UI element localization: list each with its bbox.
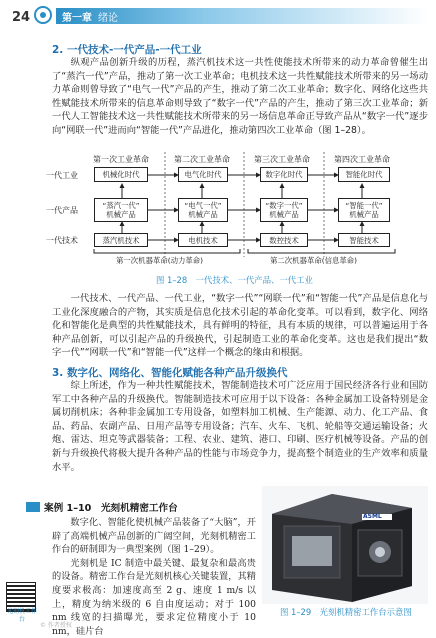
column-header: 第二次工业革命 xyxy=(174,155,230,164)
diagram-box: 智能技术 xyxy=(338,233,390,247)
diagram-box: “蒸汽一代” 机械产品 xyxy=(94,198,148,222)
diagram-box: “智能一代” 机械产品 xyxy=(338,198,390,222)
column-header: 第四次工业革命 xyxy=(334,155,390,164)
diagram-box: 机械化时代 xyxy=(94,167,148,182)
row-label: 一代产品 xyxy=(46,206,78,215)
row-label: 一代工业 xyxy=(46,171,78,180)
machine-brand-label: ASML xyxy=(363,513,382,520)
column-header: 第三次工业革命 xyxy=(254,155,310,164)
section-3-body: 综上所述，作为一种共性赋能技术，智能制造技术可广泛应用于国民经济各行业和国防军工中各种产品的升级换代。智能制造技术可应用于以下设备：各种金属加工设备特别是金属切削机床；各种非金属加工专用设备，如塑料加工机械、生产能源、动力、化工产品、食品、药品、农副产品、日用产品等专用设备；汽车、火车、飞机、轮船等交通运输设备；火炮、雷达、坦克等武器装备；工程、农业、建筑、港口、印刷、医疗机械等设备。产品的创新与升级换代将极大提升各种产品的性能与市场竞争力，提高整个制造业的生产效率和质量水平。 xyxy=(52,380,428,473)
diagram-box: 蒸汽机技术 xyxy=(94,233,148,247)
qr-code-label: 光刻机工作台 xyxy=(6,608,37,623)
diagram-box: 数控技术 xyxy=(260,233,308,247)
chapter-label: 第一章 xyxy=(62,13,92,24)
diagram-box: 电气化时代 xyxy=(178,167,228,182)
row-label: 一代技术 xyxy=(46,236,78,245)
column-header: 第一次工业革命 xyxy=(93,155,149,164)
diagram-box: 数字化时代 xyxy=(260,167,308,182)
diagram-box: 电机技术 xyxy=(178,233,228,247)
section-2-heading: 2. 一代技术-一代产品-一代工业 xyxy=(52,44,202,56)
figure-1-28 xyxy=(46,152,430,272)
bracket-label-left: 第一次机器革命(动力革命) xyxy=(116,256,204,265)
diagram-box: “电气一代” 机械产品 xyxy=(178,198,228,222)
case-title: 案例 1–10 光刻机精密工作台 xyxy=(44,503,178,514)
bracket-label-right: 第二次机器革命(信息革命) xyxy=(270,256,358,265)
diagram-box: “数字一代” 机械产品 xyxy=(260,198,308,222)
section-3-heading: 3. 数字化、网络化、智能化赋能各种产品升级换代 xyxy=(52,367,288,379)
watermark: © 作者授权 xyxy=(40,622,72,629)
case-body: 数字化、智能化使机械产品装备了“大脑”，开辟了高端机械产品创新的广阔空间，光刻机精密工作台的研制即为一典型案例（图 1–29）。 光刻机是 IC 制造中最关键、最复杂和最高贵的设备。精密工作台是光刻机核心关键装置，其精度要求极高：加速度高至 2 g、速度 1 m/s 以上，精度为纳米级的 6 自由度运动；对于 100 nm 线宽的扫描曝光，要求定位精度小于 10 nm，硅片台 xyxy=(52,517,256,637)
lithography-machine-illustration xyxy=(262,486,428,604)
diagram-box: 智能化时代 xyxy=(338,167,390,182)
figure-1-29-caption: 图 1–29 光刻机精密工作台示意图 xyxy=(280,607,412,617)
paragraph-2: 一代技术、一代产品、一代工业，“数字一代”“网联一代”和“智能一代”产品是信息化与工业化深度融合的产物，其实质是信息化技术引起的革命化变革。可以看到，数字化、网络化和智能化是典型的共性赋能技术，具有鲜明的特征，具有本质的规律，可以普遍运用于各种产品创新，可以引起产品的升级换代，引起制造工业的革命化变革。这也是我们提出“数字一代”“网联一代”和“智能一代”这样一个概念的缘由和根据。 xyxy=(52,293,428,359)
figure-1-28-caption: 图 1–28 一代技术、一代产品、一代工业 xyxy=(156,275,313,285)
section-2-body: 纵观产品创新升级的历程，蒸汽机技术这一共性使能技术所带来的动力革命曾催生出了“蒸汽一代”产品，推动了第一次工业革命；电机技术这一共性赋能技术所带来的另一场动力革命则曾导致了“电气一代”产品的产生，推动了第二次工业革命；数字化、网络化这些共性赋能技术所带来的信息革命则导致了“数字一代”产品的产生，推动了第三次工业革命；新一代人工智能技术这一共性赋能技术所带来的另一场信息革命正导致产品从“数字一代”逐步向“网联一代”进而向“智能一代”产品进化，推动第四次工业革命（图 1–28）。 xyxy=(52,57,428,136)
chapter-title: 绪论 xyxy=(98,13,118,24)
chapter-logo-icon xyxy=(34,6,52,24)
page-number: 24 xyxy=(12,10,31,25)
case-marker-icon xyxy=(26,502,40,512)
